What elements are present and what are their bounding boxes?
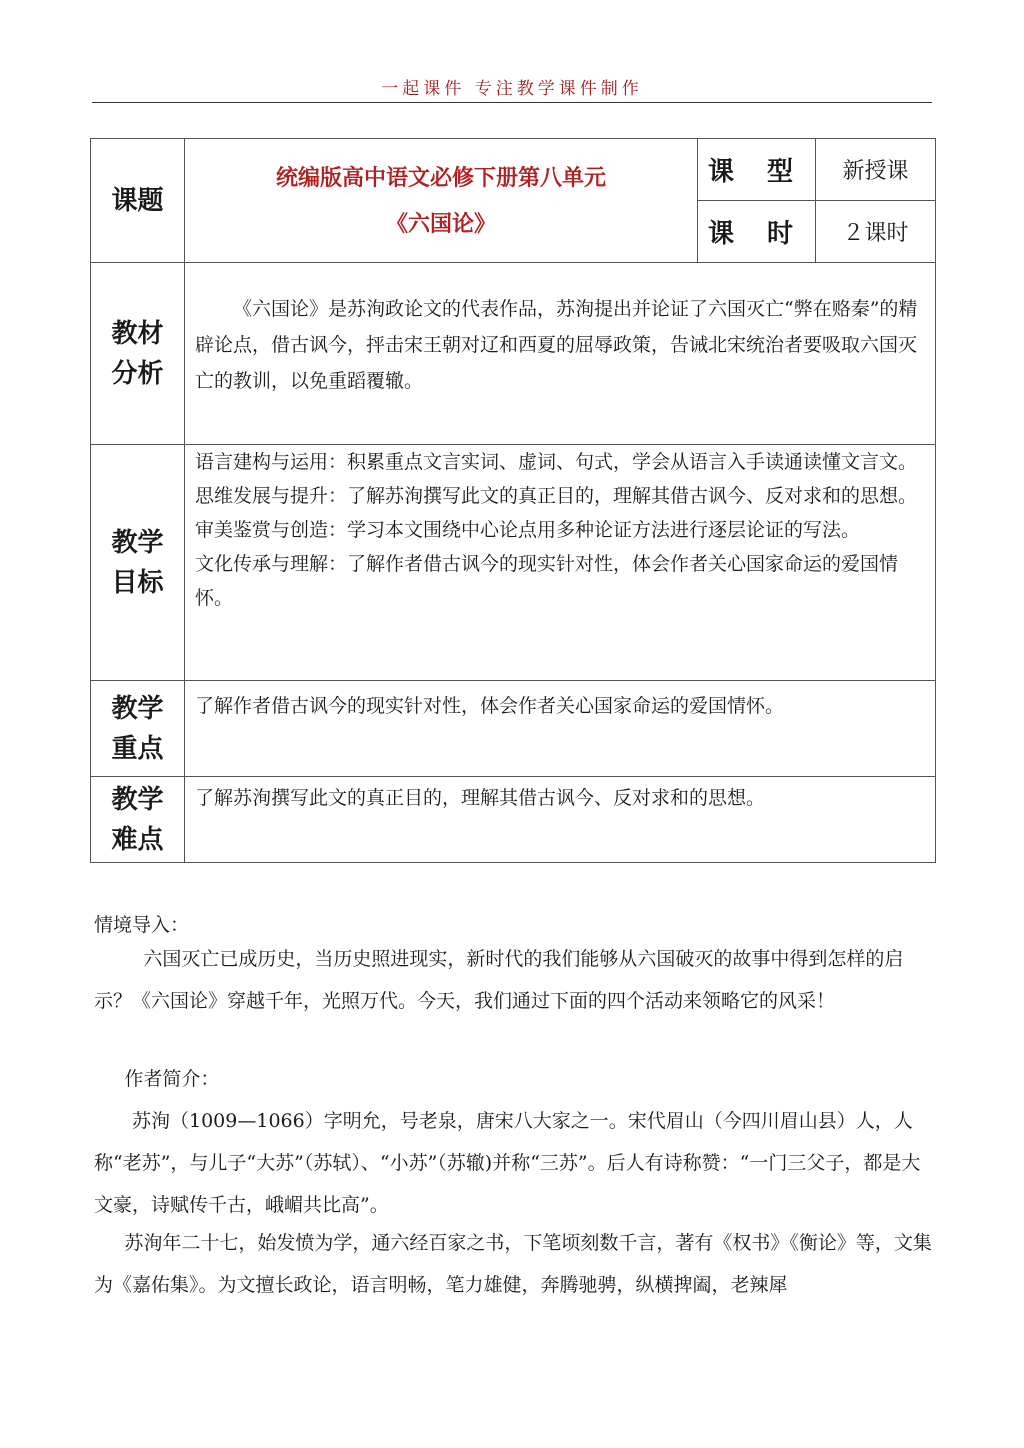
author-paragraph-1: 苏洵（1009—1066）字明允，号老泉，唐宋八大家之一。宋代眉山（今四川眉山县）人，人称“老苏”，与儿子“大苏”（苏轼）、“小苏”（苏辙)并称“三苏”。后人有诗称赞：“一门三父子，都是大文豪，诗赋传千古，峨嵋共比高”。 <box>94 1110 921 1216</box>
goal-item: 语言建构与运用：积累重点文言实词、虚词、句式，学会从语言入手读通读懂文言文。 <box>195 451 918 473</box>
analysis-label-line2: 分析 <box>111 358 164 389</box>
lesson-type-label: 课 型 <box>698 139 816 201</box>
difficulties-text: 了解苏洵撰写此文的真正目的，理解其借古讽今、反对求和的思想。 <box>185 777 936 863</box>
author-heading: 作者简介： <box>124 1068 220 1090</box>
diff-label-line1: 教学 <box>111 784 164 815</box>
intro-heading: 情境导入： <box>94 914 190 936</box>
topic-label: 课题 <box>91 139 185 263</box>
author-paragraph-2: 苏洵年二十七，始发愤为学，通六经百家之书，下笔顷刻数千言，著有《权书》《衡论》等，文集为《嘉佑集》。为文擅长政论，语言明畅，笔力雄健，奔腾驰骋，纵横捭阖，老辣犀 <box>94 1232 932 1296</box>
lesson-hours-label: 课 时 <box>698 201 816 263</box>
lesson-plan-table <box>90 138 936 863</box>
goal-item: 审美鉴赏与创造：学习本文围绕中心论点用多种论证方法进行逐层论证的写法。 <box>195 519 861 541</box>
lesson-type-value: 新授课 <box>816 139 936 201</box>
lesson-hours-value: ２课时 <box>816 201 936 263</box>
goals-label-line1: 教学 <box>111 527 164 558</box>
diff-label-line2: 难点 <box>111 824 164 855</box>
goal-item: 文化传承与理解：了解作者借古讽今的现实针对性，体会作者关心国家命运的爱国情怀。 <box>195 553 899 609</box>
topic-title-line2: 《六国论》 <box>385 210 496 237</box>
key-points-label <box>91 681 185 777</box>
analysis-label <box>91 263 185 445</box>
topic-title-line1: 统编版高中语文必修下册第八单元 <box>275 164 606 191</box>
intro-paragraph: 六国灭亡已成历史，当历史照进现实，新时代的我们能够从六国破灭的故事中得到怎样的启示？《六国论》穿越千年，光照万代。今天，我们通过下面的四个活动来领略它的风采！ <box>94 948 904 1012</box>
key-points-text: 了解作者借古讽今的现实针对性，体会作者关心国家命运的爱国情怀。 <box>185 681 936 777</box>
topic-title <box>185 139 698 263</box>
analysis-text <box>185 263 936 445</box>
goals-label-line2: 目标 <box>111 567 164 598</box>
key-label-line1: 教学 <box>111 693 164 724</box>
goals-list <box>185 445 936 681</box>
difficulties-label <box>91 777 185 863</box>
key-label-line2: 重点 <box>111 733 164 764</box>
goal-item: 思维发展与提升：了解苏洵撰写此文的真正目的，理解其借古讽今、反对求和的思想。 <box>195 485 918 507</box>
analysis-label-line1: 教材 <box>111 318 164 349</box>
goals-label <box>91 445 185 681</box>
page-header: 一起课件 专注教学课件制作 <box>92 74 932 103</box>
analysis-paragraph: 《六国论》是苏洵政论文的代表作品，苏洵提出并论证了六国灭亡“弊在赂秦”的精辟论点，借古讽今，抨击宋王朝对辽和西夏的屈辱政策，告诫北宋统治者要吸取六国灭亡的教训，以免重蹈覆辙。 <box>195 297 918 392</box>
